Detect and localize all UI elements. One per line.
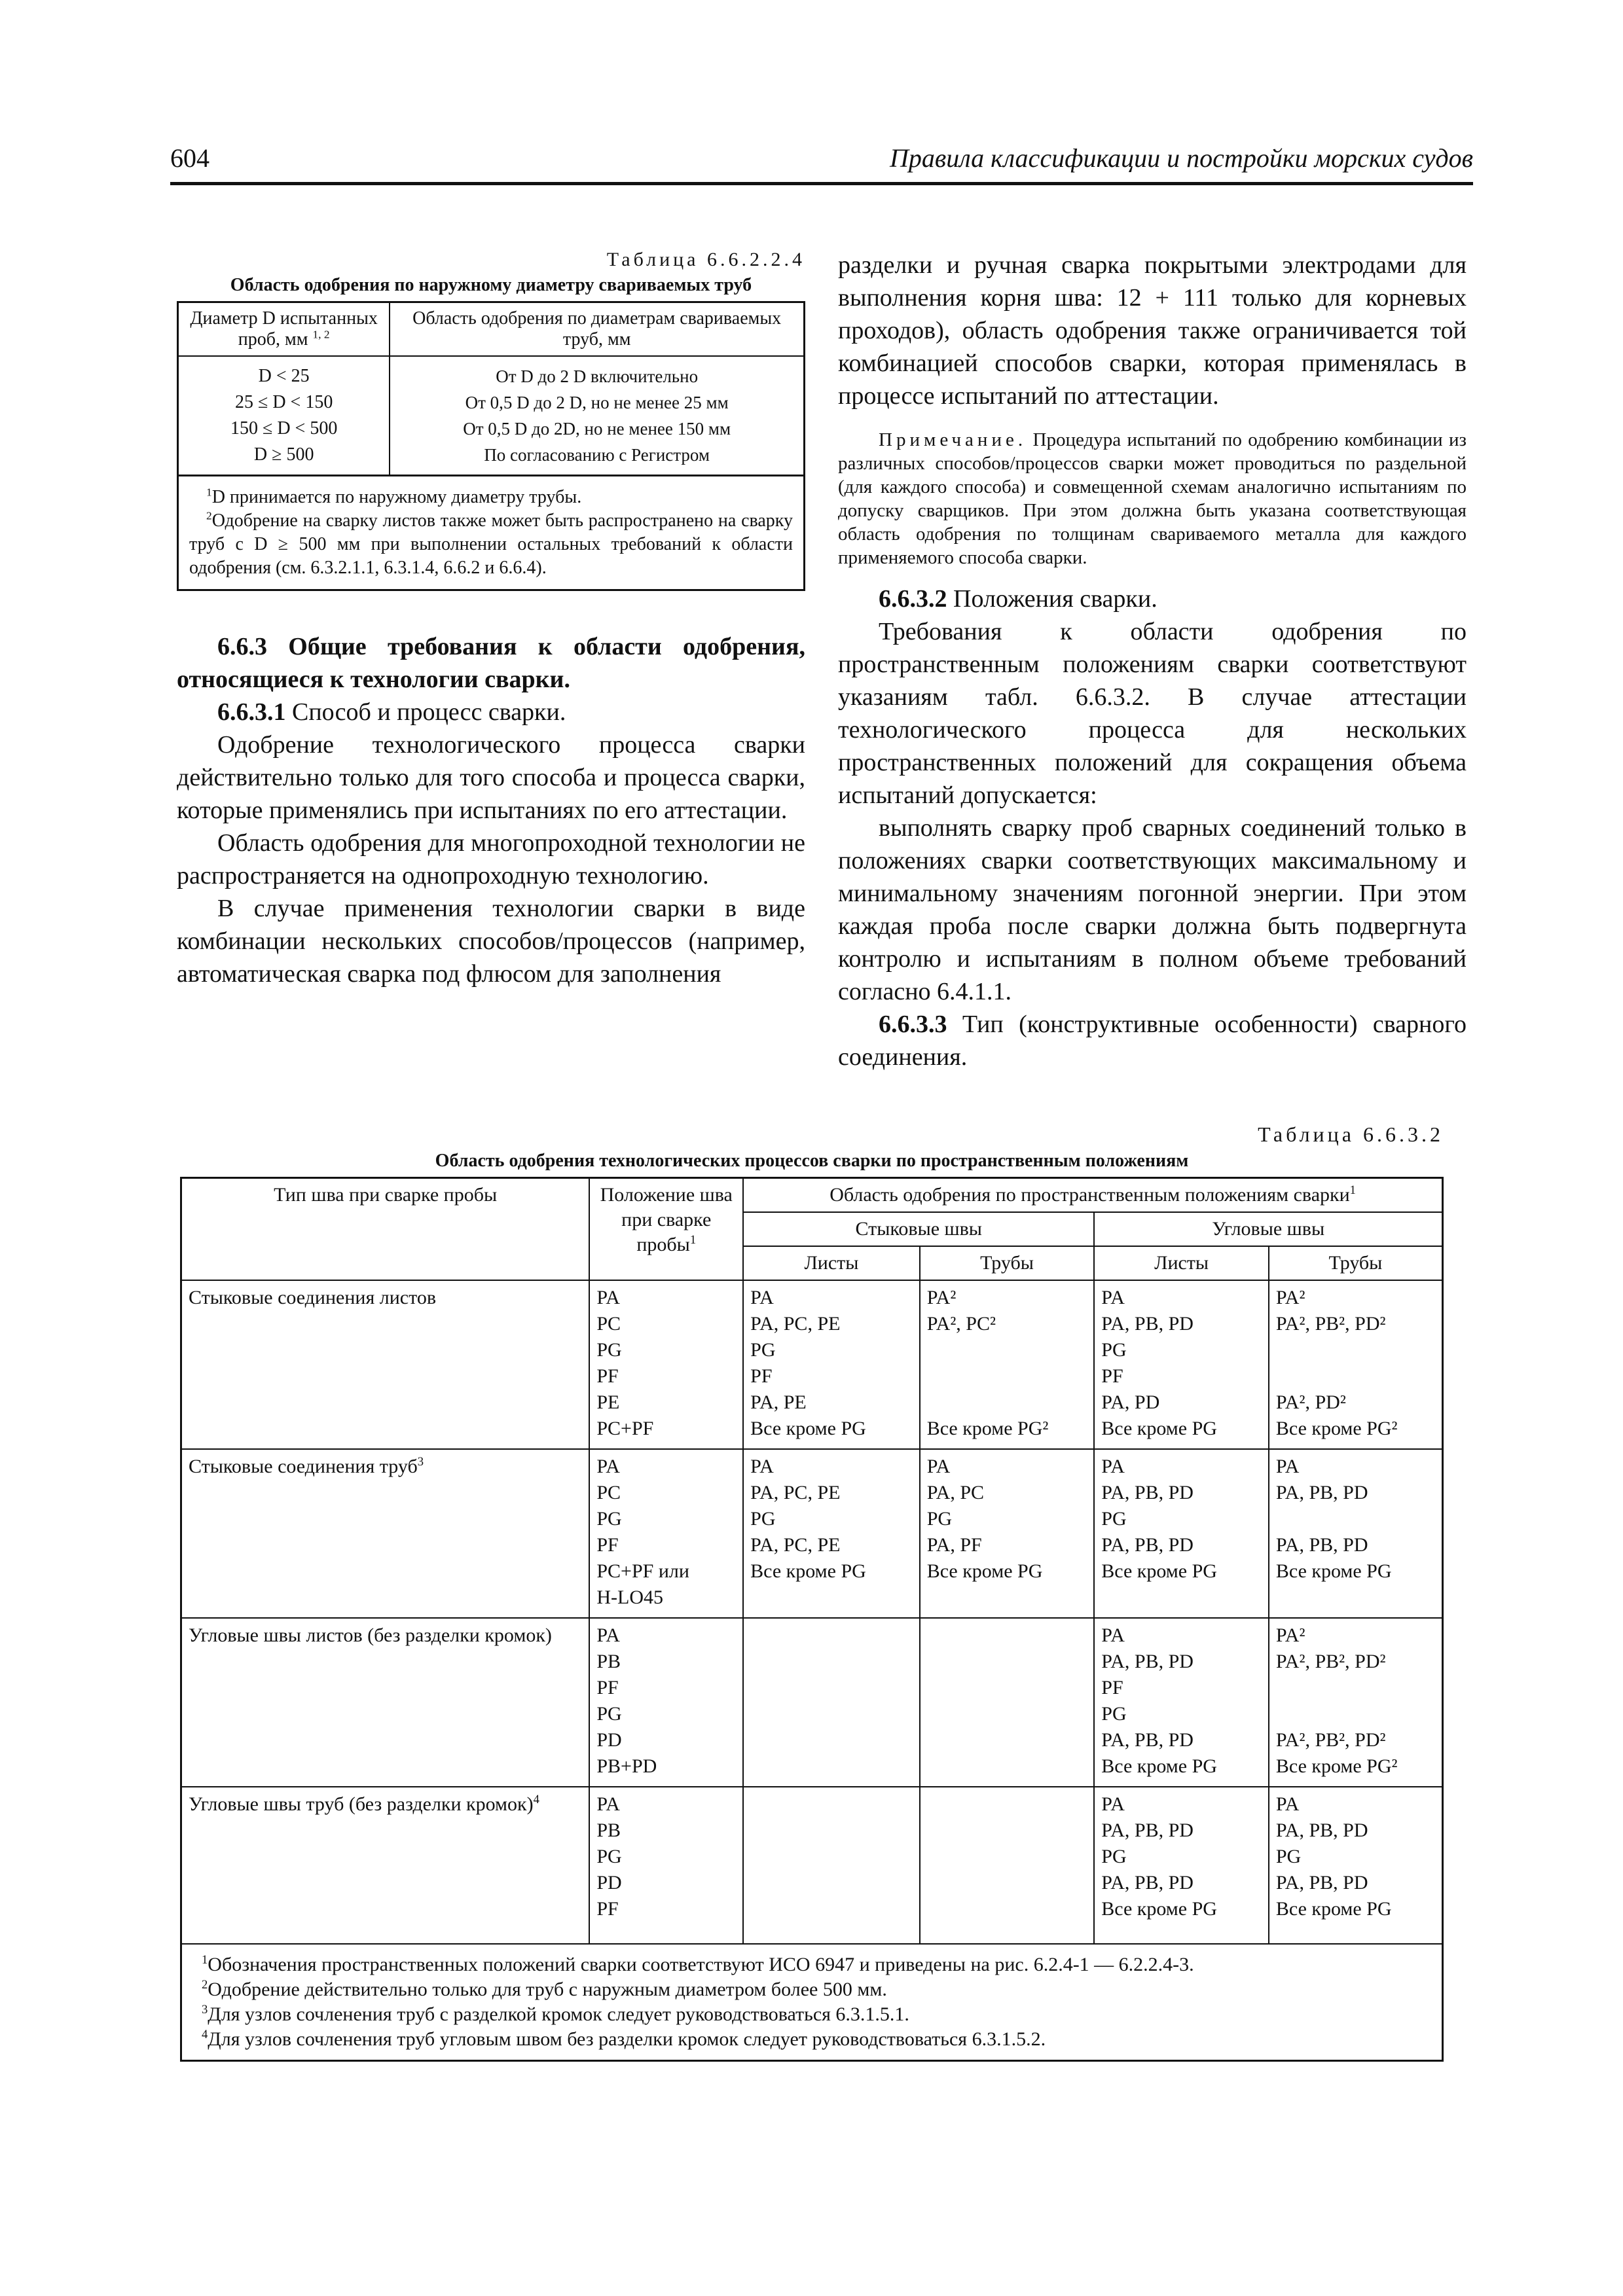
table2-caption: Область одобрения технологических процессов сварки по пространственным положениям — [435, 1151, 1189, 1171]
row-fillet-sheets: PA PA, PB, PD PG PA, PB, PD Все кроме PG — [1094, 1449, 1269, 1618]
row-butt-pipes — [920, 1618, 1095, 1787]
row-type: Угловые швы труб (без разделки кромок)$^4$ — [181, 1787, 590, 1944]
row-position: PA PB PF PG PD PB+PD — [589, 1618, 743, 1787]
table-row — [181, 1618, 1443, 1787]
row-position: PA PC PG PF PC+PF или H-LO45 — [589, 1449, 743, 1618]
row-type: Стыковые соединения листов — [181, 1280, 590, 1449]
diameter-approval-table — [177, 301, 805, 591]
header-fillet-sheets: Листы — [1094, 1246, 1269, 1280]
table1-number: Таблица 6.6.2.2.4 — [606, 249, 805, 270]
table1-footnotes: $^1$D принимается по наружному диаметру трубы. $^2$Одобрение на сварку листов также может быть распространено на сварку труб с D ≥ 500 мм при выполнении остальных требований к области одобрения (см. 6.3.2.1.1, 6.3.1.4, 6.6.2 и 6.6.4). — [178, 476, 805, 590]
row-type: Стыковые соединения труб$^3$ — [181, 1449, 590, 1618]
left-column — [177, 249, 805, 990]
row-butt-sheets: PA PA, PC, PE PG PF PA, PE Все кроме PG — [743, 1280, 920, 1449]
table2-footnotes: $^1$Обозначения пространственных положений сварки соответствуют ИСО 6947 и приведены на рис. 6.2.4-1 — 6.2.2.4-3. $^2$Одобрение действительно только для труб с наружным диаметром более 500 мм. $^3$Для узлов сочленения труб с разделкой кромок следует руководствоваться 6.3.1.5.1. $^4$Для узлов сочленения труб угловым швом без разделки кромок следует руководствоваться 6.3.1.5.2. — [181, 1944, 1443, 2061]
paragraph-3: В случае применения технологии сварки в виде комбинации нескольких способов/процессов (например, автоматическая сварка под флюсом для заполнения — [177, 895, 805, 988]
row-butt-pipes — [920, 1787, 1095, 1944]
row-position: PA PC PG PF PE PC+PF — [589, 1280, 743, 1449]
header-approval-area: Область одобрения по пространственным положениям сварки$^1$ — [743, 1178, 1442, 1213]
running-title: Правила классификации и постройки морских судов — [889, 143, 1473, 173]
row-butt-pipes: PA PA, PC PG PA, PF Все кроме PG — [920, 1449, 1095, 1618]
row-fillet-sheets: PA PA, PB, PD PF PG PA, PB, PD Все кроме PG — [1094, 1618, 1269, 1787]
table1-col2-header: Область одобрения по диаметрам свариваемых труб, мм — [390, 302, 804, 357]
paragraph-4: Требования к области одобрения по пространственным положениям сварки соответствуют указаниям табл. 6.6.3.2. В случае аттестации технологического процесса для нескольких пространственных положений для сокращения объема испытаний допускается: — [838, 618, 1467, 809]
table2-block — [180, 1122, 1444, 2062]
paragraph-2: Область одобрения для многопроходной технологии не распространяется на однопроходную технологию. — [177, 829, 805, 889]
table1-col2-values: От D до 2 D включительно От 0,5 D до 2 D, но не менее 25 мм От 0,5 D до 2D, но не менее 150 мм По согласованию с Регистром — [463, 367, 731, 465]
row-butt-sheets: PA PA, PC, PE PG PA, PC, PE Все кроме PG — [743, 1449, 920, 1618]
header-joint-type: Тип шва при сварке пробы — [181, 1178, 590, 1281]
row-butt-sheets — [743, 1787, 920, 1944]
paragraph-continued: разделки и ручная сварка покрытыми электродами для выполнения корня шва: 12 + 111 только для корневых проходов), область одобрения также ограничивается той комбинацией способов сварки, которая применялась в процессе испытаний по аттестации. — [838, 251, 1467, 410]
table1-col1-values: D < 25 25 ≤ D < 150 150 ≤ D < 500 D ≥ 500 — [178, 356, 390, 476]
table-row — [181, 1787, 1443, 1944]
welding-positions-table — [180, 1177, 1444, 2062]
row-fillet-sheets: PA PA, PB, PD PG PA, PB, PD Все кроме PG — [1094, 1787, 1269, 1944]
header-fillet-pipes: Трубы — [1269, 1246, 1443, 1280]
header-butt-sheets: Листы — [743, 1246, 920, 1280]
section-heading: 6.6.3 Общие требования к области одобрения, относящиеся к технологии сварки. — [177, 633, 805, 693]
page-header — [170, 137, 1473, 185]
subsection-6633: 6.6.3.3 Тип (конструктивные особенности) сварного соединения. — [838, 1011, 1467, 1071]
header-butt-welds: Стыковые швы — [743, 1212, 1094, 1246]
table-row — [181, 1449, 1443, 1618]
table2-number: Таблица 6.6.3.2 — [1258, 1122, 1444, 1146]
table1-caption: Область одобрения по наружному диаметру свариваемых труб — [230, 275, 752, 295]
subsection-6631: 6.6.3.1 Способ и процесс сварки. — [217, 698, 566, 726]
header-butt-pipes: Трубы — [920, 1246, 1095, 1280]
row-fillet-pipes: PA² PA², PB², PD² PA², PB², PD² Все кроме PG² — [1269, 1618, 1443, 1787]
row-fillet-pipes: PA² PA², PB², PD² PA², PD² Все кроме PG² — [1269, 1280, 1443, 1449]
table-row — [181, 1280, 1443, 1449]
row-type: Угловые швы листов (без разделки кромок) — [181, 1618, 590, 1787]
page-number: 604 — [170, 143, 210, 173]
header-fillet-welds: Угловые швы — [1094, 1212, 1442, 1246]
row-butt-pipes: PA² PA², PC² Все кроме PG² — [920, 1280, 1095, 1449]
right-column — [838, 249, 1467, 1073]
subsection-6632: 6.6.3.2 Положения сварки. — [879, 585, 1158, 613]
header-test-position: Положение шва при сварке пробы$^1$ — [589, 1178, 743, 1281]
row-fillet-pipes: PA PA, PB, PD PG PA, PB, PD Все кроме PG — [1269, 1787, 1443, 1944]
row-fillet-sheets: PA PA, PB, PD PG PF PA, PD Все кроме PG — [1094, 1280, 1269, 1449]
row-butt-sheets — [743, 1618, 920, 1787]
paragraph-1: Одобрение технологического процесса сварки действительно только для того способа и процесса сварки, которые применялись при испытаниях по его аттестации. — [177, 731, 805, 824]
row-position: PA PB PG PD PF — [589, 1787, 743, 1944]
row-fillet-pipes: PA PA, PB, PD PA, PB, PD Все кроме PG — [1269, 1449, 1443, 1618]
paragraph-5: выполнять сварку проб сварных соединений только в положениях сварки соответствующих максимальному и минимальному значениям погонной энергии. При этом каждая проба после сварки должна быть подвергнута контролю и испытаниям в полном объеме требований согласно 6.4.1.1. — [838, 814, 1467, 1005]
table1-col1-header: Диаметр D испытанных проб, мм $^{1, 2}$ — [178, 302, 390, 357]
note: Примечание. Процедура испытаний по одобрению комбинации из различных способов/процессов сварки может проводиться по раздельной (для каждого способа) и совмещенной схемам аналогично испытаниям по допуску сварщиков. При этом должна быть указана соответствующая область одобрения по толщинам свариваемого металла для каждого применяемого способа сварки. — [838, 429, 1467, 568]
